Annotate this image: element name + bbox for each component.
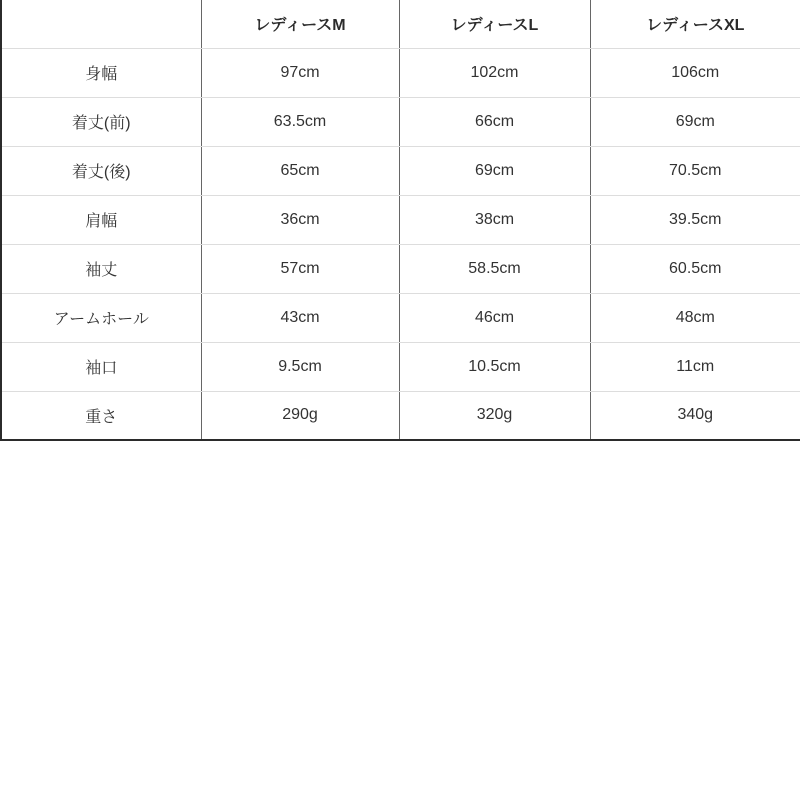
cell-value: 39.5cm [590, 195, 800, 244]
cell-value: 63.5cm [201, 97, 399, 146]
table-row-body-width [1, 48, 800, 97]
cell-value: 320g [399, 391, 590, 440]
cell-value: 70.5cm [590, 146, 800, 195]
cell-value: 38cm [399, 195, 590, 244]
cell-value: 69cm [399, 146, 590, 195]
cell-value: 10.5cm [399, 342, 590, 391]
cell-value: 66cm [399, 97, 590, 146]
cell-value: 58.5cm [399, 244, 590, 293]
cell-value: 57cm [201, 244, 399, 293]
cell-value: 9.5cm [201, 342, 399, 391]
cell-value: 97cm [201, 48, 399, 97]
cell-value: 46cm [399, 293, 590, 342]
column-header-ladies-l: レディースL [399, 0, 590, 48]
row-label: 身幅 [1, 48, 201, 97]
column-header-ladies-m: レディースM [201, 0, 399, 48]
cell-value: 43cm [201, 293, 399, 342]
cell-value: 11cm [590, 342, 800, 391]
row-label: 肩幅 [1, 195, 201, 244]
cell-value: 102cm [399, 48, 590, 97]
column-header-ladies-xl: レディースXL [590, 0, 800, 48]
table-row-shoulder-width [1, 195, 800, 244]
row-label: 重さ [1, 391, 201, 440]
cell-value: 65cm [201, 146, 399, 195]
cell-value: 69cm [590, 97, 800, 146]
row-label: 袖口 [1, 342, 201, 391]
cell-value: 106cm [590, 48, 800, 97]
row-label: 袖丈 [1, 244, 201, 293]
cell-value: 48cm [590, 293, 800, 342]
table-row-cuff [1, 342, 800, 391]
table-row-weight [1, 391, 800, 440]
cell-value: 60.5cm [590, 244, 800, 293]
row-label: 着丈(前) [1, 97, 201, 146]
table-row-sleeve-length [1, 244, 800, 293]
cell-value: 36cm [201, 195, 399, 244]
row-label: アームホール [1, 293, 201, 342]
header-row [1, 0, 800, 48]
table-row-length-front [1, 97, 800, 146]
cell-value: 290g [201, 391, 399, 440]
cell-value: 340g [590, 391, 800, 440]
table-row-armhole [1, 293, 800, 342]
corner-cell [1, 0, 201, 48]
row-label: 着丈(後) [1, 146, 201, 195]
table-row-length-back [1, 146, 800, 195]
